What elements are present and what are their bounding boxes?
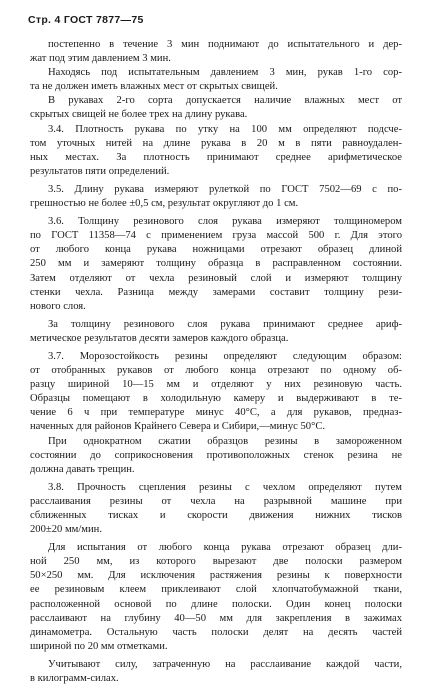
- text-line: метическое результатов десяти замеров каждого образца.: [30, 332, 289, 344]
- document-body: [30, 38, 402, 686]
- text-line: жат под этим давлением 3 мин.: [30, 53, 171, 65]
- paragraph: [30, 435, 402, 477]
- text-line: 3.5. Длину рукава измеряют рулеткой по ГОСТ 7502—69 с по-: [48, 183, 402, 195]
- paragraph: [30, 183, 402, 211]
- text-line: результатов пяти определений.: [30, 165, 170, 177]
- text-line: 3.8. Прочность сцепления резины с чехлом определяют путем: [48, 481, 402, 493]
- paragraph: [30, 94, 402, 122]
- text-line: расположенной основой по длине полоски. Один конец полоски: [30, 598, 402, 610]
- text-line: При однократном сжатии образцов резины в замороженном: [48, 435, 402, 447]
- text-line: чение 6 ч при температуре минус 40°С, а для рукавов, предназ-: [30, 407, 402, 419]
- text-line: Учитывают силу, затраченную на расслаивание каждой части,: [48, 658, 402, 670]
- text-line: шириной по 20 мм отметками.: [30, 640, 168, 652]
- paragraph: [30, 215, 402, 314]
- paragraph: [30, 658, 402, 686]
- text-line: ее резиновым клеем приклеивают слой хлопчатобумажной ткани,: [30, 584, 402, 596]
- paragraph: [30, 318, 402, 346]
- text-line: грешностью не более ±0,5 см, результат округляют до 1 см.: [30, 198, 299, 210]
- paragraph: [30, 541, 402, 654]
- text-line: та не должен иметь влажных мест от скрытых свищей.: [30, 81, 278, 93]
- page-header: Стр. 4 ГОСТ 7877—75: [28, 14, 144, 26]
- text-line: 3.4. Плотность рукава по утку на 100 мм определяют подсче-: [48, 123, 402, 135]
- text-line: по ГОСТ 11358—74 с применением груза массой 500 г. Для этого: [30, 230, 402, 242]
- text-line: скрытых свищей не более трех на длину рукава.: [30, 109, 248, 121]
- text-line: должна давать трещин.: [30, 463, 135, 475]
- text-line: Образцы помещают в холодильную камеру и выдерживают в те-: [30, 393, 402, 405]
- text-line: В рукавах 2-го сорта допускается наличие влажных мест от: [48, 95, 402, 107]
- text-line: нового слоя.: [30, 300, 86, 312]
- text-line: ных местах. За плотность принимают среднее арифметическое: [30, 151, 402, 163]
- text-line: сближенных тисках и скорости движения нижних тисков: [30, 510, 402, 521]
- text-line: состоянии до соприкосновения противоположных стенок резина не: [30, 449, 402, 461]
- paragraph: [30, 123, 402, 179]
- text-line: от любого конца рукава ножницами отрезают образец длиной: [30, 244, 402, 256]
- text-line: наченных для районов Крайнего Севера и Сибири,—минус 50°С.: [30, 421, 326, 433]
- text-line: Затем отделяют от чехла резиновый слой и измеряют толщину: [30, 272, 402, 284]
- text-line: динамометра. Остальную часть полоски делят на десять частей: [30, 626, 402, 638]
- text-line: в килограмм-силах.: [30, 673, 119, 685]
- document-page: [30, 14, 402, 686]
- text-line: 200±20 мм/мин.: [30, 524, 102, 536]
- text-line: стенки чехла. Разница между замерами составит толщину рези-: [30, 286, 402, 298]
- text-line: разцу шириной 10—15 мм и отделяют у них резиновую часть.: [30, 379, 402, 391]
- text-line: 3.7. Морозостойкость резины определяют следующим образом:: [48, 350, 402, 362]
- text-line: 250 мм и замеряют толщину образца в расправленном состоянии.: [30, 258, 402, 270]
- text-line: За толщину резинового слоя рукава принимают среднее ариф-: [48, 318, 402, 330]
- text-line: Находясь под испытательным давлением 3 мин, рукав 1-го сор-: [48, 67, 402, 79]
- text-line: расслаивания резины от чехла на разрывной машине при: [30, 495, 402, 507]
- text-line: Для испытания от любого конца рукава отрезают образец дли-: [48, 542, 402, 554]
- text-line: постепенно в течение 3 мин поднимают до испытательного и дер-: [48, 39, 402, 50]
- paragraph: [30, 350, 402, 435]
- text-line: ной 250 мм, из которого вырезают две полоски размером: [30, 556, 402, 568]
- paragraph: [30, 38, 402, 66]
- text-line: 3.6. Толщину резинового слоя рукава измеряют толщиномером: [48, 216, 402, 228]
- paragraph: [30, 66, 402, 94]
- paragraph: [30, 481, 402, 537]
- text-line: том уточных нитей на длине рукава в 20 м в пяти равноудален-: [30, 137, 402, 149]
- text-line: расслаивают на глубину 40—50 мм для закрепления в зажимах: [30, 612, 402, 624]
- text-line: от отобранных рукавов от любого конца отрезают по одному об-: [30, 365, 402, 377]
- text-line: 50×250 мм. Для исключения растяжения резины к поверхности: [30, 570, 402, 582]
